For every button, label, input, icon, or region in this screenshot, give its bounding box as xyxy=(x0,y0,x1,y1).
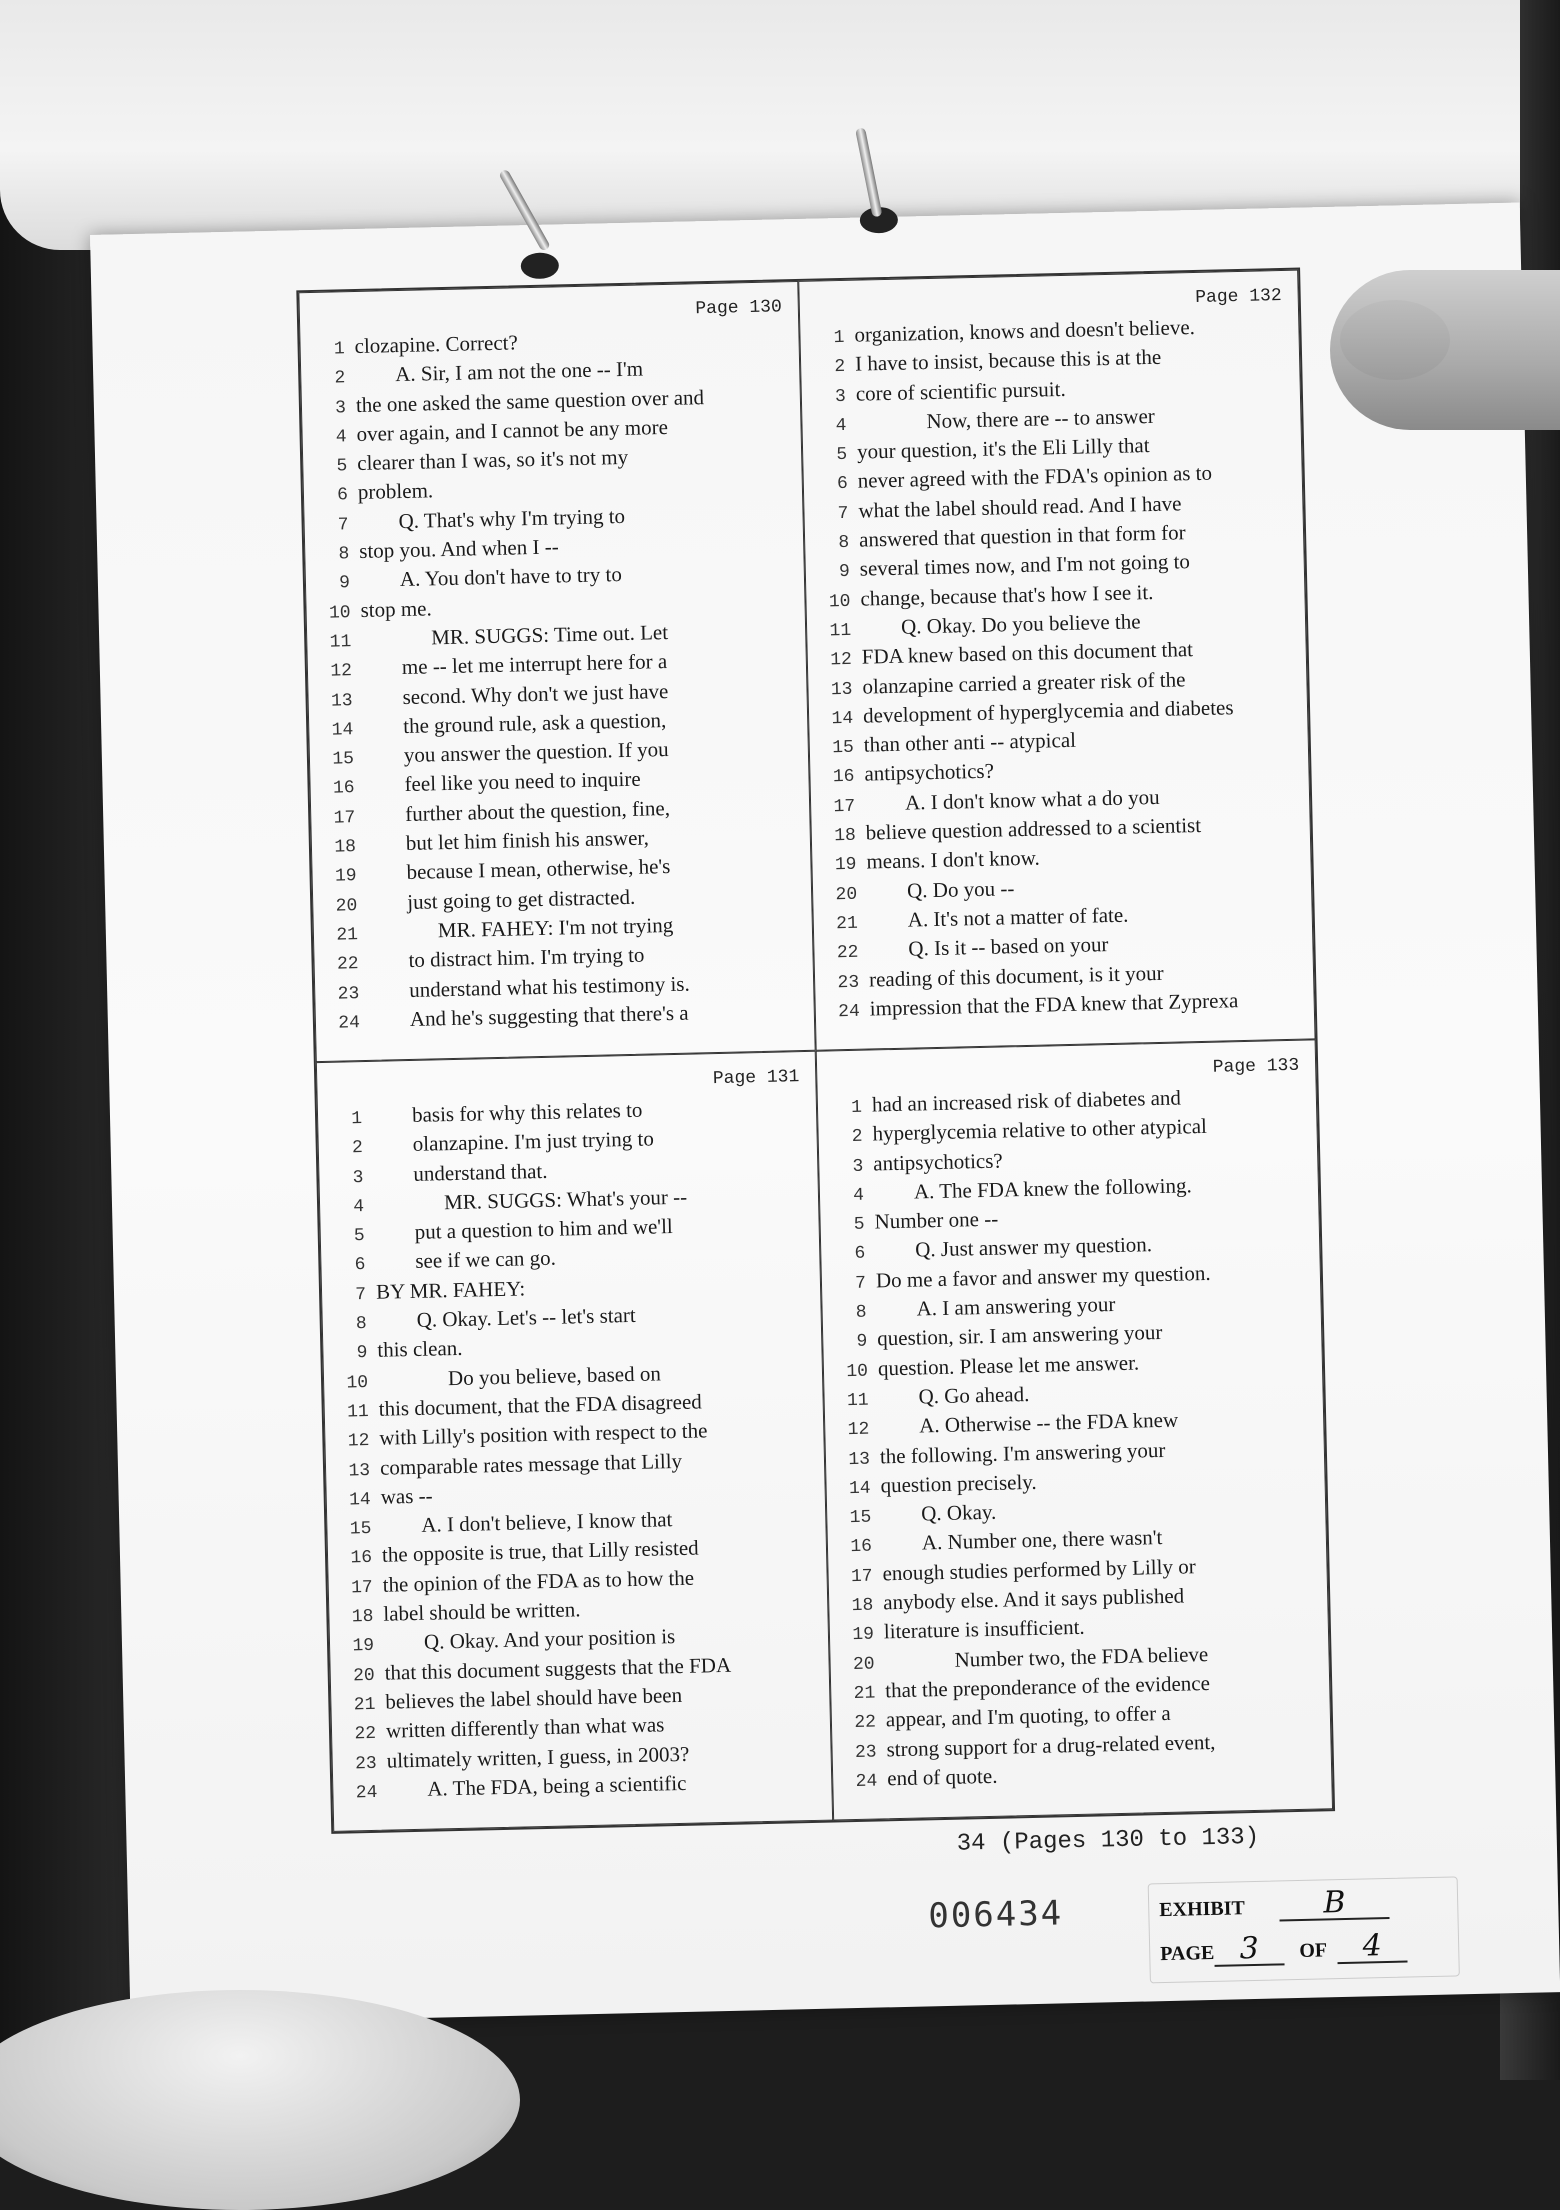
line-text: MR. SUGGS: What's your -- xyxy=(443,1184,688,1215)
line-number: 11 xyxy=(329,632,352,653)
line-text: question. Please let me answer. xyxy=(877,1350,1140,1381)
line-text: the ground rule, ask a question, xyxy=(402,707,667,738)
line-text: further about the question, fine, xyxy=(404,795,671,826)
line-text: Q. Is it -- based on your xyxy=(908,932,1109,961)
line-text: had an increased risk of diabetes and xyxy=(871,1085,1182,1117)
line-text: hyperglycemia relative to other atypical xyxy=(872,1114,1208,1146)
panel-page-label: Page 131 xyxy=(712,1067,800,1090)
line-number: 20 xyxy=(335,895,358,917)
page-value: 3 xyxy=(1214,1933,1285,1967)
line-text: question, sir. I am answering your xyxy=(876,1320,1163,1351)
line-text: Q. That's why I'm trying to xyxy=(398,503,626,533)
line-text: that this document suggests that the FDA xyxy=(384,1652,732,1685)
line-number: 8 xyxy=(338,544,350,565)
line-text: me -- let me interrupt here for a xyxy=(401,649,668,680)
line-number: 1 xyxy=(333,339,345,360)
line-number: 6 xyxy=(854,1244,866,1265)
line-number: 12 xyxy=(347,1431,370,1452)
line-text: A. Otherwise -- the FDA knew xyxy=(918,1407,1179,1438)
line-number: 24 xyxy=(355,1782,378,1804)
line-text: Q. Okay. Let's -- let's start xyxy=(416,1302,636,1332)
line-text: appear, and I'm quoting, to offer a xyxy=(885,1701,1171,1732)
line-number: 21 xyxy=(835,913,859,935)
line-text: Q. Just answer my question. xyxy=(914,1232,1153,1263)
line-text: antipsychotics? xyxy=(864,759,995,787)
line-text: I have to insist, because this is at the xyxy=(854,345,1162,376)
line-text: reading of this document, is it your xyxy=(868,960,1164,992)
line-text: that the preponderance of the evidence xyxy=(884,1670,1211,1703)
line-text: A. It's not a matter of fate. xyxy=(907,902,1129,932)
line-number: 24 xyxy=(338,1012,361,1034)
line-number: 11 xyxy=(846,1390,869,1412)
line-number: 9 xyxy=(356,1343,368,1364)
line-text: Q. Okay. And your position is xyxy=(423,1624,676,1655)
line-text: basis for why this relates to xyxy=(411,1097,643,1127)
line-text: Now, there are -- to answer xyxy=(926,403,1156,433)
line-number: 14 xyxy=(831,708,854,730)
line-text: you answer the question. If you xyxy=(403,737,669,768)
line-text: just going to get distracted. xyxy=(406,884,636,914)
line-number: 9 xyxy=(856,1332,868,1353)
line-text: clearer than I was, so it's not my xyxy=(356,445,629,476)
line-number: 15 xyxy=(832,737,855,759)
line-number: 19 xyxy=(852,1624,875,1646)
line-number: 12 xyxy=(847,1419,870,1441)
line-number: 10 xyxy=(328,602,351,624)
line-number: 16 xyxy=(350,1548,373,1569)
line-number: 18 xyxy=(334,837,357,858)
line-text: your question, it's the Eli Lilly that xyxy=(856,433,1150,464)
line-number: 4 xyxy=(335,427,347,448)
thumbnail-shape xyxy=(1340,300,1450,380)
line-number: 1 xyxy=(850,1097,863,1118)
line-number: 10 xyxy=(828,591,851,612)
line-text: question precisely. xyxy=(880,1469,1037,1498)
line-number: 13 xyxy=(330,690,353,712)
line-text: the one asked the same question over and xyxy=(355,384,705,417)
line-text: put a question to him and we'll xyxy=(414,1214,674,1245)
line-text: understand what his testimony is. xyxy=(408,971,690,1002)
line-text: core of scientific pursuit. xyxy=(855,376,1066,406)
line-text: this clean. xyxy=(377,1336,463,1363)
line-number: 6 xyxy=(836,474,849,495)
line-text: because I mean, otherwise, he's xyxy=(406,854,671,885)
line-text: written differently than what was xyxy=(385,1712,665,1743)
line-text: this document, that the FDA disagreed xyxy=(378,1389,703,1421)
transcript-sheet xyxy=(90,203,1560,2025)
line-number: 13 xyxy=(830,679,853,700)
line-number: 12 xyxy=(830,650,853,671)
panel-page-label: Page 133 xyxy=(1212,1055,1300,1078)
line-text: olanzapine. I'm just trying to xyxy=(412,1126,655,1157)
line-number: 14 xyxy=(348,1489,371,1511)
line-number: 22 xyxy=(836,942,859,964)
line-number: 20 xyxy=(835,884,858,905)
punch-hole-left xyxy=(521,252,560,279)
line-number: 21 xyxy=(853,1683,876,1704)
line-text: was -- xyxy=(380,1483,433,1509)
line-text: several times now, and I'm not going to xyxy=(859,549,1191,581)
line-text: BY MR. FAHEY: xyxy=(375,1276,526,1304)
line-number: 13 xyxy=(348,1460,371,1482)
line-text: see if we can go. xyxy=(415,1246,557,1274)
line-number: 6 xyxy=(354,1255,366,1276)
line-number: 18 xyxy=(851,1595,874,1617)
exhibit-value: B xyxy=(1279,1887,1390,1921)
line-text: feel like you need to inquire xyxy=(404,767,641,797)
line-text: change, because that's how I see it. xyxy=(860,579,1154,611)
line-number: 16 xyxy=(850,1537,873,1558)
line-text: to distract him. I'm trying to xyxy=(408,942,645,973)
line-text: MR. FAHEY: I'm not trying xyxy=(437,912,674,943)
line-text: A. Sir, I am not the one -- I'm xyxy=(394,356,644,387)
transcript-panel-p133 xyxy=(816,1039,1333,1820)
line-number: 1 xyxy=(833,327,845,349)
line-number: 19 xyxy=(834,855,857,876)
line-number: 5 xyxy=(336,456,348,477)
line-text: development of hyperglycemia and diabetes xyxy=(862,695,1234,728)
line-number: 17 xyxy=(850,1566,873,1587)
line-number: 23 xyxy=(854,1742,877,1763)
line-number: 5 xyxy=(836,445,848,466)
line-number: 8 xyxy=(838,532,850,554)
line-text: olanzapine carried a greater risk of the xyxy=(862,666,1186,699)
line-number: 11 xyxy=(829,620,852,642)
line-number: 8 xyxy=(355,1314,368,1335)
line-number: 15 xyxy=(349,1519,372,1540)
bates-number: 006434 xyxy=(927,1893,1064,1937)
line-number: 22 xyxy=(336,954,359,975)
line-number: 3 xyxy=(834,386,847,407)
line-text: second. Why don't we just have xyxy=(402,678,669,709)
line-number: 3 xyxy=(852,1156,864,1177)
mug-rim xyxy=(0,1990,520,2210)
line-text: the opposite is true, that Lilly resisted xyxy=(381,1535,699,1568)
line-text: ultimately written, I guess, in 2003? xyxy=(386,1741,690,1773)
line-number: 12 xyxy=(330,661,353,682)
line-number: 14 xyxy=(848,1478,871,1499)
line-text: means. I don't know. xyxy=(866,845,1040,874)
line-number: 9 xyxy=(338,573,351,594)
line-number: 23 xyxy=(837,972,860,993)
line-number: 2 xyxy=(851,1127,863,1148)
panel-page-label: Page 132 xyxy=(1195,285,1282,308)
line-number: 5 xyxy=(853,1214,865,1236)
of-value: 4 xyxy=(1337,1931,1408,1965)
line-text: over again, and I cannot be any more xyxy=(356,414,669,446)
line-text: A. Number one, there wasn't xyxy=(921,1525,1163,1555)
line-number: 14 xyxy=(331,720,354,741)
line-text: A. I don't believe, I know that xyxy=(421,1507,673,1537)
exhibit-row xyxy=(1159,1882,1448,1933)
line-text: A. I am answering your xyxy=(916,1292,1116,1321)
line-text: the opinion of the FDA as to how the xyxy=(382,1565,695,1597)
line-number: 7 xyxy=(337,514,349,536)
pages-summary: 34 (Pages 130 to 133) xyxy=(956,1823,1260,1858)
line-number: 6 xyxy=(336,485,349,506)
line-text: Number two, the FDA believe xyxy=(954,1641,1209,1672)
line-number: 10 xyxy=(346,1372,369,1394)
line-number: 2 xyxy=(334,368,346,389)
line-text: what the label should read. And I have xyxy=(858,491,1182,523)
line-text: organization, knows and doesn't believe. xyxy=(854,314,1196,347)
line-number: 1 xyxy=(351,1109,363,1130)
line-number: 17 xyxy=(333,807,356,829)
line-number: 23 xyxy=(354,1753,377,1774)
line-text: answered that question in that form for xyxy=(858,520,1186,552)
line-text: impression that the FDA knew that Zyprexa xyxy=(869,987,1239,1021)
line-number: 15 xyxy=(332,749,355,770)
line-number: 5 xyxy=(353,1226,366,1247)
line-number: 17 xyxy=(833,796,856,818)
page-label: PAGE xyxy=(1160,1941,1215,1966)
of-label: OF xyxy=(1299,1939,1327,1963)
line-number: 15 xyxy=(849,1507,872,1529)
line-text: problem. xyxy=(357,478,434,505)
line-text: Q. Do you -- xyxy=(906,875,1015,903)
line-text: And he's suggesting that there's a xyxy=(409,1000,689,1031)
line-number: 4 xyxy=(835,415,847,437)
line-number: 9 xyxy=(838,562,851,583)
exhibit-stamp xyxy=(1148,1876,1460,1983)
line-number: 24 xyxy=(837,1001,861,1023)
line-number: 2 xyxy=(834,357,846,378)
line-number: 22 xyxy=(854,1712,877,1734)
line-number: 18 xyxy=(833,825,857,847)
line-number: 18 xyxy=(351,1606,374,1628)
transcript-panel-p131 xyxy=(316,1051,833,1832)
line-number: 19 xyxy=(334,866,357,887)
line-text: A. The FDA knew the following. xyxy=(913,1173,1192,1204)
line-number: 19 xyxy=(352,1636,375,1657)
line-text: than other anti -- atypical xyxy=(863,727,1077,757)
line-number: 21 xyxy=(353,1694,376,1716)
line-text: with Lilly's position with respect to the xyxy=(379,1418,708,1451)
line-text: but let him finish his answer, xyxy=(405,825,650,856)
line-text: believes the label should have been xyxy=(385,1682,683,1714)
line-text: antipsychotics? xyxy=(872,1148,1003,1176)
line-text: Q. Okay. Do you believe the xyxy=(900,609,1141,639)
line-number: 16 xyxy=(332,778,355,800)
line-text: the following. I'm answering your xyxy=(879,1437,1166,1468)
line-text: understand that. xyxy=(413,1158,548,1186)
line-number: 16 xyxy=(832,767,855,788)
line-text: strong support for a drug-related event, xyxy=(886,1729,1216,1761)
line-number: 20 xyxy=(852,1654,875,1675)
line-number: 10 xyxy=(846,1361,869,1382)
line-text: A. You don't have to try to xyxy=(399,562,623,592)
line-number: 20 xyxy=(352,1665,375,1687)
line-text: label should be written. xyxy=(383,1597,581,1626)
line-number: 17 xyxy=(350,1577,373,1599)
line-number: 4 xyxy=(852,1185,865,1206)
line-number: 7 xyxy=(355,1284,367,1306)
panel-page-label: Page 130 xyxy=(695,297,783,320)
line-number: 24 xyxy=(855,1771,878,1792)
line-text: comparable rates message that Lilly xyxy=(379,1448,683,1480)
line-text: end of quote. xyxy=(886,1763,998,1791)
line-text: FDA knew based on this document that xyxy=(861,637,1194,669)
line-number: 3 xyxy=(352,1167,364,1188)
transcript-panel-p130 xyxy=(298,281,815,1062)
line-number: 11 xyxy=(346,1401,370,1423)
line-number: 7 xyxy=(837,503,849,524)
line-number: 7 xyxy=(854,1273,867,1294)
line-number: 8 xyxy=(855,1302,867,1323)
line-text: Q. Okay. xyxy=(920,1499,997,1526)
line-text: believe question addressed to a scientist xyxy=(865,812,1202,845)
exhibit-label: EXHIBIT xyxy=(1159,1897,1245,1922)
line-number: 3 xyxy=(334,397,347,419)
line-text: never agreed with the FDA's opinion as to xyxy=(857,461,1213,494)
line-number: 4 xyxy=(353,1196,365,1218)
line-text: MR. SUGGS: Time out. Let xyxy=(430,619,669,650)
line-text: Number one -- xyxy=(874,1206,999,1234)
transcript-page-grid xyxy=(296,268,1335,1834)
line-text: Do me a favor and answer my question. xyxy=(875,1260,1211,1293)
line-number: 2 xyxy=(351,1138,364,1159)
line-number: 13 xyxy=(848,1449,871,1470)
line-number: 22 xyxy=(354,1724,377,1745)
line-text: stop you. And when I -- xyxy=(358,534,559,564)
line-text: clozapine. Correct? xyxy=(354,330,519,359)
line-text: Do you believe, based on xyxy=(447,1361,662,1390)
line-text: anybody else. And it says published xyxy=(882,1583,1185,1615)
line-text: A. The FDA, being a scientific xyxy=(427,1770,687,1801)
exhibit-page-row xyxy=(1160,1926,1449,1977)
line-text: enough studies performed by Lilly or xyxy=(882,1554,1196,1586)
transcript-panel-p132 xyxy=(798,270,1315,1051)
line-text: Q. Go ahead. xyxy=(918,1381,1030,1409)
line-number: 23 xyxy=(337,983,360,1005)
line-text: A. I don't know what a do you xyxy=(904,784,1160,815)
line-number: 21 xyxy=(336,925,359,946)
line-text: literature is insufficient. xyxy=(883,1615,1085,1644)
line-text: stop me. xyxy=(360,596,432,622)
